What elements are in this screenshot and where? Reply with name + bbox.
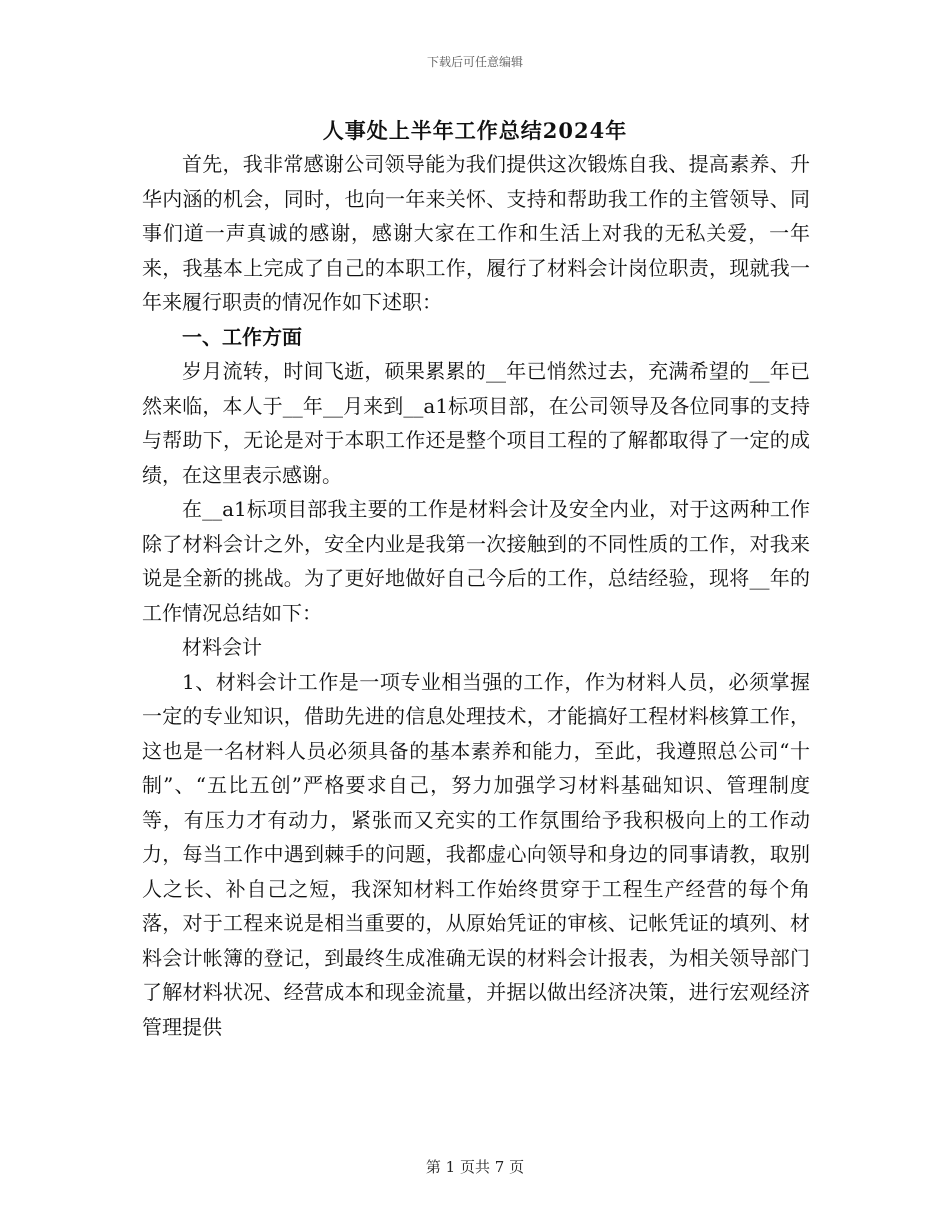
subheading-material-accounting: 材料会计 <box>182 635 262 659</box>
section-heading-work: 一、工作方面 <box>182 324 302 349</box>
paragraph-work-duties: 在__a1标项目部我主要的工作是材料会计及安全内业，对于这两种工作除了材料会计之外，安全内业是我第一次接触到的不同性质的工作，对我来说是全新的挑战。为了更好地做好自己今后的工作，总结经验，现将__年的工作情况总结如下： <box>142 497 810 625</box>
paragraph-material-accounting-1: 1、材料会计工作是一项专业相当强的工作，作为材料人员，必须掌握一定的专业知识，借助先进的信息处理技术，才能搞好工程材料核算工作，这也是一名材料人员必须具备的基本素养和能力，至此，我遵照总公司“十制”、“五比五创”严格要求自己，努力加强学习材料基础知识、管理制度等，有压力才有动力，紧张而又充实的工作氛围给予我积极向上的工作动力，每当工作中遇到棘手的问题，我都虚心向领导和身边的同事请教，取别人之长、补自己之短，我深知材料工作始终贯穿于工程生产经营的每个角落，对于工程来说是相当重要的，从原始凭证的审核、记帐凭证的填列、材料会计帐簿的登记，到最终生成准确无误的材料会计报表，为相关领导部门了解材料状况、经营成本和现金流量，并据以做出经济决策，进行宏观经济管理提供 <box>142 669 810 1039</box>
header-note: 下载后可任意编辑 <box>426 55 523 69</box>
paragraph-intro: 首先，我非常感谢公司领导能为我们提供这次锻炼自我、提高素养、升华内涵的机会，同时，也向一年来关怀、支持和帮助我工作的主管领导、同事们道一声真诚的感谢，感谢大家在工作和生活上对我的无私关爱，一年来，我基本上完成了自己的本职工作，履行了材料会计岗位职责，现就我一年来履行职责的情况作如下述职： <box>142 152 810 314</box>
page-number: 第 1 页共 7 页 <box>425 1158 525 1176</box>
document-body <box>142 147 810 1044</box>
document-title: 人事处上半年工作总结2024年 <box>322 118 628 143</box>
paragraph-work-review: 岁月流转，时间飞逝，硕果累累的__年已悄然过去，充满希望的__年已然来临，本人于__年__月来到__a1标项目部，在公司领导及各位同事的支持与帮助下，无论是对于本职工作还是整个项目工程的了解都取得了一定的成绩，在这里表示感谢。 <box>142 359 810 487</box>
